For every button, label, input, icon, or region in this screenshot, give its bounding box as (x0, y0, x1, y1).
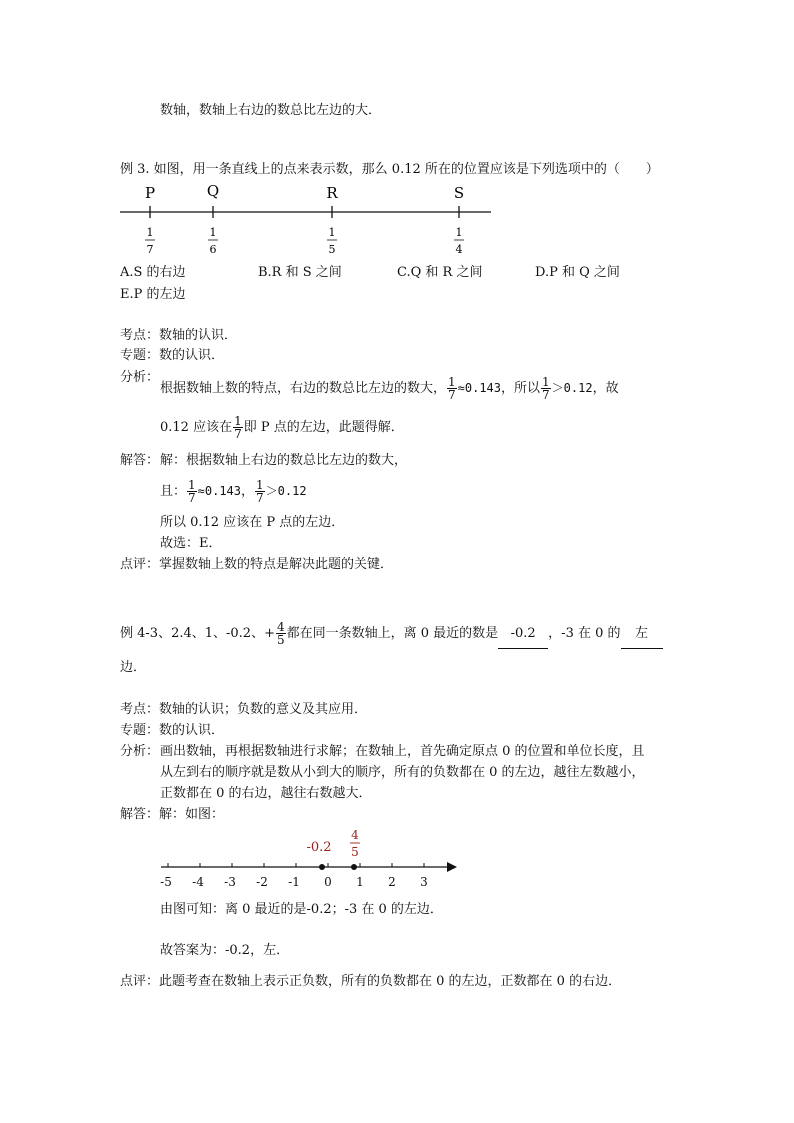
ex3-point-q (207, 182, 219, 256)
kaodian-text: 数轴的认识． (159, 328, 238, 343)
mark-four-fifths-den: 5 (351, 845, 359, 859)
ex3-zhuanti (120, 348, 224, 364)
kaodian-label: 考点： (120, 328, 160, 343)
ex4-fenxi-line2: 从左到右的顺序就是数从小到大的顺序，所有的负数都在 0 的左边，越往左数越小， (160, 765, 645, 780)
ex3-point-label: S (453, 184, 465, 202)
ex3-point-s (454, 184, 464, 256)
ex4-question-text: 例 4-3、2.4、1、-0.2、+ (120, 626, 275, 641)
ex3-option-d: D.P 和 Q 之间 (535, 265, 620, 280)
kaodian-label: 考点： (120, 702, 160, 717)
ex4-jieda-line3: 故答案为：-0.2，左． (160, 943, 290, 958)
fraction-one-seventh: $\frac{1}{7}$ (234, 414, 242, 441)
ex4-fenxi-line1: 画出数轴，再根据数轴进行求解；在数轴上，首先确定原点 0 的位置和单位长度，且 (160, 744, 645, 759)
intro-line: 数轴，数轴上右边的数总比左边的大． (160, 103, 382, 118)
ex3-point-den: 5 (328, 243, 336, 256)
ex3-option-e: E.P 的左边 (120, 287, 186, 302)
ex3-jieda-line1: 解：根据数轴上右边的数总比左边的数大， (160, 453, 408, 468)
ex3-point-den: 6 (209, 243, 217, 256)
ex3-question: 例 3. 如图，用一条直线上的点来表示数，那么 0.12 所在的位置应该是下列选项中的（ ） (120, 162, 659, 177)
ex3-point-p (145, 184, 155, 256)
zhuanti-text: 数的认识． (159, 348, 225, 363)
ex3-point-num: 1 (455, 226, 463, 239)
ex3-fenxi-label: 分析： (120, 370, 160, 385)
dianping-label: 点评： (120, 557, 160, 572)
jieda-text: 解：如图： (159, 807, 225, 822)
ex4-question-text: 都在同一条数轴上，离 0 最近的数是 (286, 626, 499, 641)
fraction-one-seventh: $\frac{1}{7}$ (448, 375, 456, 402)
ex3-option-c: C.Q 和 R 之间 (397, 265, 483, 280)
ex3-point-den: 4 (455, 243, 463, 256)
fraction-one-seventh: $\frac{1}{7}$ (256, 478, 264, 505)
ex4-question-end: 边． (120, 660, 147, 675)
ex3-number-line (115, 182, 515, 262)
tick-label: 2 (388, 875, 396, 889)
point-neg-0-2 (319, 864, 325, 870)
ex3-dianping (120, 557, 393, 573)
fenxi-text: 根据数轴上数的特点，右边的数总比左边的数大， (160, 381, 447, 396)
tick-label: -1 (288, 875, 300, 889)
fraction-one-seventh: $\frac{1}{7}$ (542, 375, 550, 402)
dianping-text: 掌握数轴上数的特点是解决此题的关键． (159, 557, 394, 572)
ex4-answer-blank-1: -0.2 (498, 620, 548, 649)
fenxi-text: 0.12 应该在 (160, 420, 233, 435)
ex3-jieda-label: 解答： (120, 453, 160, 468)
ex3-point-label: R (326, 184, 338, 202)
greater-than-value: ＞0.12 (551, 381, 593, 395)
ex3-jieda-line4: 故选：E． (160, 536, 222, 551)
mark-neg-0-2: -0.2 (306, 840, 332, 855)
kaodian-text: 数轴的认识；负数的意义及其应用． (159, 702, 368, 717)
ex3-kaodian (120, 328, 237, 344)
zhuanti-label: 专题： (120, 723, 160, 738)
approx-value: ≈0.143 (197, 484, 242, 498)
tick-label: 3 (420, 875, 428, 889)
tick-label: -5 (160, 875, 172, 889)
ex3-point-num: 1 (328, 226, 336, 239)
greater-than-value: ＞0.12 (265, 484, 307, 498)
tick-label: 1 (356, 875, 364, 889)
ex4-zhuanti (120, 723, 224, 739)
tick-label: -3 (224, 875, 236, 889)
ex3-jieda-line3: 所以 0.12 应该在 P 点的左边． (160, 515, 345, 530)
ex4-dianping (120, 974, 621, 990)
fenxi-text: 即 P 点的左边，此题得解． (243, 420, 404, 435)
ex3-point-num: 1 (146, 226, 154, 239)
ex4-jieda-line2: 由图可知：离 0 最近的是-0.2；-3 在 0 的左边． (160, 902, 443, 917)
ex3-fenxi-line1 (160, 374, 619, 403)
fenxi-text: ，所以 (501, 381, 541, 396)
dianping-label: 点评： (120, 974, 160, 989)
ex4-jieda (120, 807, 224, 823)
fraction-four-fifths: $\frac{4}{5}$ (276, 620, 285, 647)
ex3-fenxi-line2 (160, 414, 404, 442)
tick-label: -2 (256, 875, 268, 889)
ex4-fenxi-line3: 正数都在 0 的右边，越往右数越大． (160, 786, 372, 801)
ex3-point-label: Q (206, 182, 220, 200)
ex4-kaodian (120, 702, 367, 718)
tick-label: 0 (324, 875, 332, 889)
ex4-question (120, 620, 663, 649)
ex3-jieda-line2 (160, 477, 307, 506)
ex4-question-text: ，-3 在 0 的 (548, 626, 621, 641)
ex4-answer-blank-2: 左 (621, 620, 663, 649)
tick-label: -4 (192, 875, 204, 889)
zhuanti-label: 专题： (120, 348, 160, 363)
ex3-option-a: A.S 的右边 (120, 265, 186, 280)
fraction-one-seventh: $\frac{1}{7}$ (188, 478, 196, 505)
ex3-point-num: 1 (209, 226, 217, 239)
approx-value: ≈0.143 (457, 381, 502, 395)
jieda-text: 且： (160, 484, 187, 499)
fenxi-text: ，故 (592, 381, 619, 396)
ex4-fenxi-label: 分析： (120, 744, 160, 759)
dianping-text: 此题考查在数轴上表示正负数，所有的负数都在 0 的左边，正数都在 0 的右边． (159, 974, 622, 989)
ex3-point-label: P (144, 184, 156, 202)
ex4-number-line (155, 826, 465, 896)
ex3-option-b: B.R 和 S 之间 (258, 265, 342, 280)
mark-four-fifths-num: 4 (351, 828, 359, 842)
jieda-text: ， (241, 484, 255, 499)
ex3-point-den: 7 (146, 243, 154, 256)
zhuanti-text: 数的认识． (159, 723, 225, 738)
point-four-fifths (351, 864, 357, 870)
ex3-point-r (326, 184, 338, 256)
jieda-label: 解答： (120, 807, 160, 822)
